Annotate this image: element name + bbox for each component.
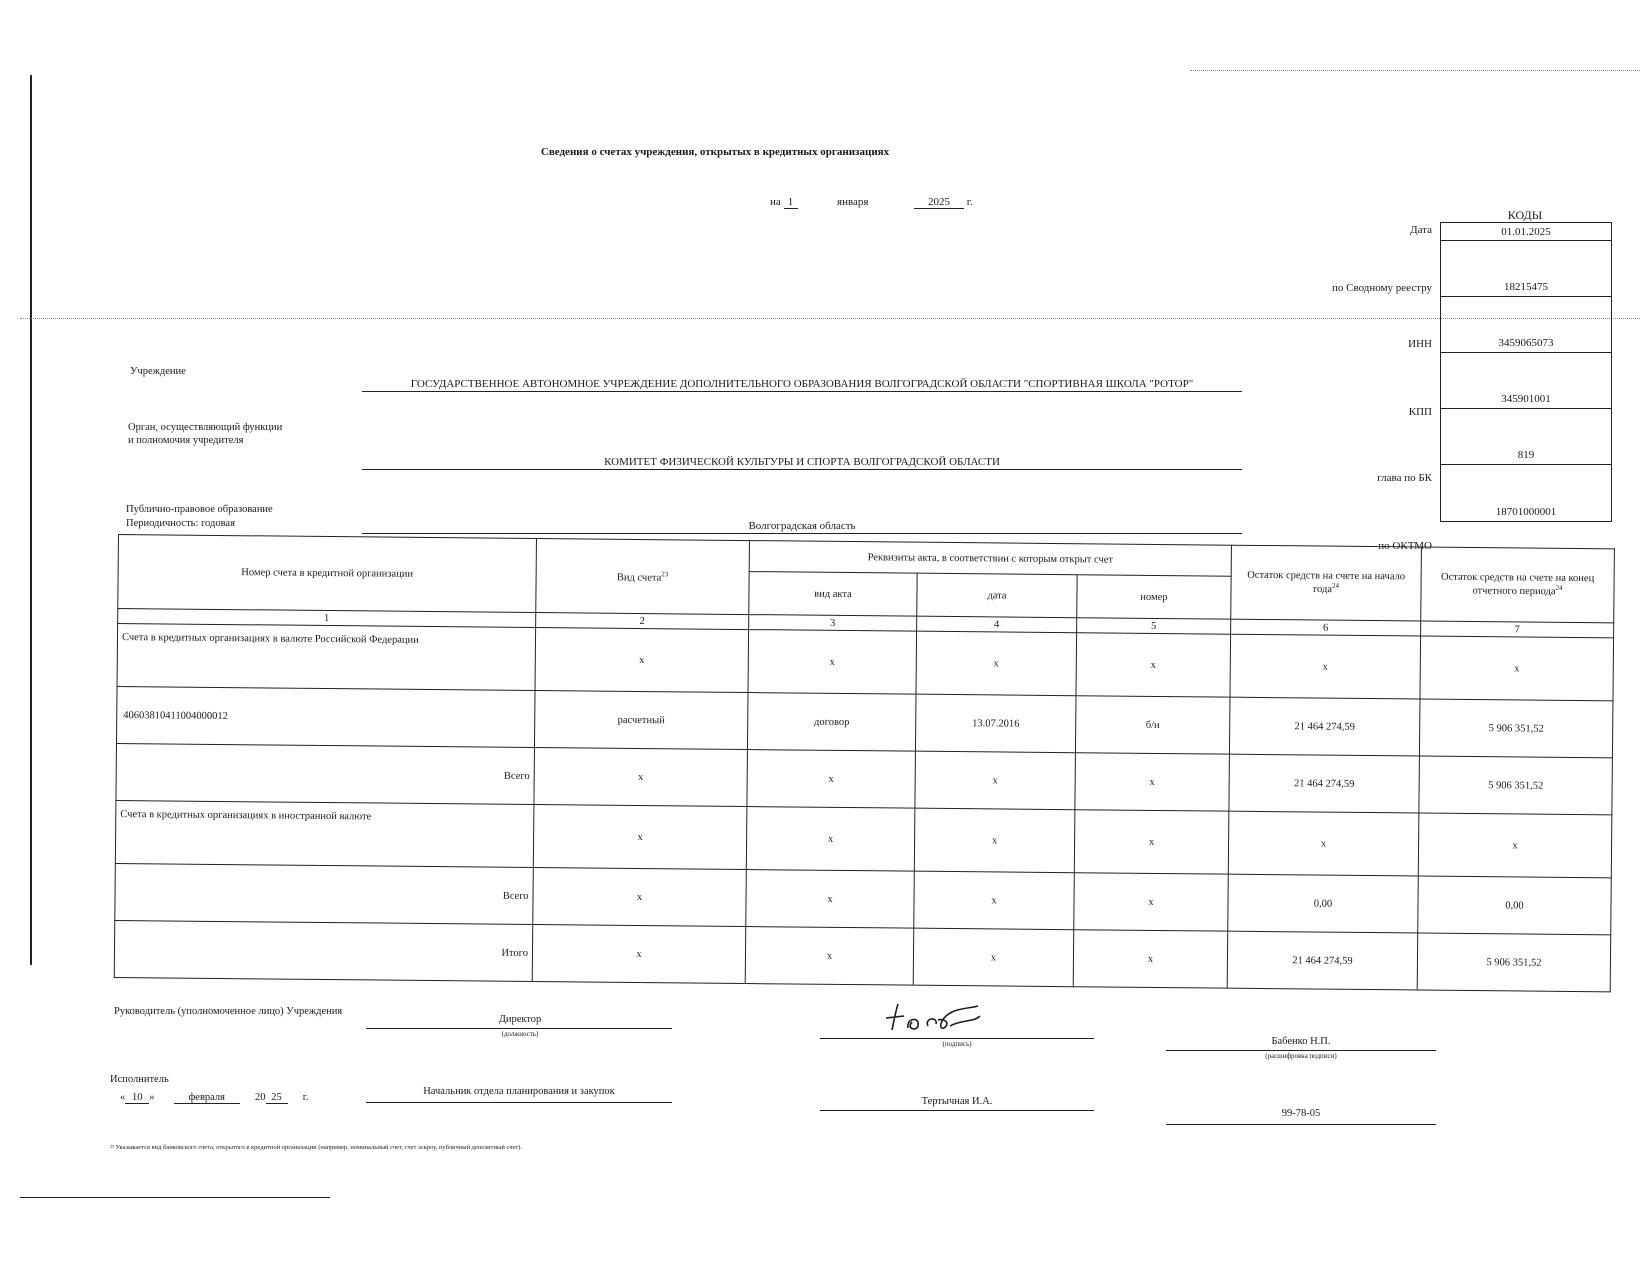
row-rub-total-c2: x	[534, 748, 748, 807]
row-fx-section-c7: x	[1418, 813, 1612, 878]
row-fx-total-balance-start: 0,00	[1228, 874, 1419, 933]
executor-phone-line	[1166, 1124, 1436, 1125]
code-bk-value: 819	[1441, 409, 1611, 465]
row-rub-section-c6: x	[1230, 634, 1421, 699]
founder-label-2: и полномочия учредителя	[128, 435, 244, 446]
row-rub-section-title: Счета в кредитных организациях в валюте Российской Федерации	[117, 624, 536, 691]
founder-name: КОМИТЕТ ФИЗИЧЕСКОЙ КУЛЬТУРЫ И СПОРТА ВОЛГОГРАДСКОЙ ОБЛАСТИ	[362, 456, 1242, 470]
column-number-5: 5	[1077, 618, 1231, 634]
executor-phone: 99-78-05	[1281, 1108, 1321, 1119]
header-balance-end	[1421, 547, 1615, 623]
report-date-month: января	[837, 196, 869, 208]
header-account-type	[536, 539, 750, 615]
code-inn-value: 3459065073	[1441, 297, 1611, 353]
head-signature-image	[880, 998, 1010, 1038]
code-date-label: Дата	[1410, 224, 1432, 236]
header-balance-end-note: 24	[1555, 584, 1563, 593]
founder-label-1: Орган, осуществляющий функции	[128, 422, 283, 433]
column-number-1: 1	[118, 609, 536, 628]
executor-name-line	[820, 1110, 1094, 1111]
header-account-type-label: Вид счета	[616, 572, 662, 584]
row-fx-total-c5: x	[1074, 873, 1229, 931]
head-position-caption: (должность)	[501, 1030, 539, 1038]
institution-name: ГОСУДАРСТВЕННОЕ АВТОНОМНОЕ УЧРЕЖДЕНИЕ ДОПОЛНИТЕЛЬНОГО ОБРАЗОВАНИЯ ВОЛГОГРАДСКОЙ ОБЛАСТИ "СПОРТИВНАЯ ШКОЛА "РОТОР"	[362, 378, 1242, 392]
row-account-act-type: договор	[747, 693, 916, 752]
header-balance-start-note: 24	[1332, 581, 1340, 590]
row-rub-section-c7: x	[1420, 636, 1614, 701]
executor-date-suffix: г.	[302, 1092, 309, 1103]
row-account-number: 40603810411004000012	[116, 686, 535, 747]
periodicity-label: Периодичность: годовая	[126, 518, 235, 529]
row-rub-total-c5: x	[1075, 753, 1230, 811]
institution-label: Учреждение	[130, 366, 186, 377]
row-fx-section-title: Счета в кредитных организациях в иностранной валюте	[115, 800, 534, 867]
column-number-4: 4	[917, 616, 1077, 633]
row-account-balance-end: 5 906 351,52	[1419, 699, 1613, 758]
code-inn-label: ИНН	[1408, 338, 1432, 350]
head-name-line	[1166, 1050, 1436, 1051]
report-date	[770, 196, 973, 209]
row-rub-section-c3: x	[748, 630, 917, 695]
row-account-act-number: б/н	[1075, 696, 1230, 754]
scan-fold-line	[20, 318, 1640, 319]
row-fx-section-c5: x	[1074, 810, 1229, 874]
header-account-number: Номер счета в кредитной организации	[118, 535, 537, 613]
row-rub-total-c3: x	[747, 750, 916, 809]
header-act-date: дата	[917, 573, 1077, 618]
report-date-year: 2025	[914, 196, 964, 209]
code-bk-label: глава по БК	[1377, 472, 1432, 484]
public-entity-label: Публично-правовое образование	[126, 504, 273, 515]
code-date-value: 01.01.2025	[1441, 223, 1611, 241]
report-date-day: 1	[784, 196, 798, 209]
report-date-prefix: на	[770, 196, 781, 208]
header-act-number: номер	[1077, 575, 1231, 619]
row-fx-total-c4: x	[914, 871, 1075, 930]
row-rub-total-label: Всего	[116, 743, 535, 804]
header-act-type: вид акта	[749, 572, 917, 617]
row-fx-section-c2: x	[533, 805, 747, 870]
head-signature-line	[820, 1038, 1094, 1039]
row-rub-total-balance-end: 5 906 351,52	[1419, 756, 1613, 815]
executor-position: Начальник отдела планирования и закупок	[423, 1086, 615, 1097]
header-act-details: Реквизиты акта, в соответствии с которым открыт счет	[749, 541, 1231, 577]
row-rub-total-c4: x	[915, 751, 1076, 810]
executor-date: « 10 » февраля 20 25 г.	[120, 1092, 309, 1103]
row-grand-total-balance-end: 5 906 351,52	[1417, 933, 1611, 992]
row-account-balance-start: 21 464 274,59	[1229, 697, 1420, 756]
row-grand-total-c5: x	[1073, 930, 1228, 988]
row-account-type: расчетный	[534, 691, 748, 750]
name-caption: (расшифровка подписи)	[1265, 1052, 1337, 1060]
scan-top-line	[1190, 70, 1640, 71]
executor-date-day: 10	[125, 1092, 149, 1104]
executor-name: Тертычная И.А.	[921, 1096, 993, 1107]
row-fx-section-c3: x	[746, 807, 915, 872]
row-rub-total-balance-start: 21 464 274,59	[1229, 754, 1420, 813]
row-grand-total-balance-start: 21 464 274,59	[1227, 931, 1418, 990]
head-position-line	[366, 1028, 672, 1029]
head-name: Бабенко Н.П.	[1271, 1036, 1331, 1047]
footnote: ²³ Указывается вид банковского счета, открытого в кредитной организации (например, номинальный счет, счет эскроу, публичный депозитный счет).	[110, 1144, 522, 1151]
column-number-3: 3	[749, 615, 917, 632]
column-number-2: 2	[536, 613, 749, 630]
row-fx-section-c6: x	[1228, 811, 1419, 876]
row-rub-section-c2: x	[535, 628, 749, 693]
scan-edge-line	[30, 75, 32, 965]
executor-date-month: февраля	[174, 1092, 240, 1104]
column-number-6: 6	[1231, 619, 1421, 636]
row-fx-section-c4: x	[914, 808, 1075, 873]
row-fx-total-label: Всего	[115, 863, 534, 924]
column-number-7: 7	[1421, 621, 1614, 638]
code-kpp-label: КПП	[1408, 406, 1432, 418]
row-rub-section-c5: x	[1076, 633, 1231, 697]
row-grand-total-c3: x	[745, 927, 914, 986]
signature-caption: (подпись)	[942, 1040, 972, 1048]
codes-header: КОДЫ	[1507, 208, 1543, 222]
report-date-suffix: г.	[966, 196, 973, 208]
code-registry-value: 18215475	[1441, 241, 1611, 297]
header-balance-end-label: Остаток средств на счете на конец отчетного периода	[1441, 571, 1595, 598]
public-entity-name: Волгоградская область	[362, 520, 1242, 534]
row-fx-total-c2: x	[533, 868, 747, 927]
codes-box	[1440, 222, 1612, 522]
row-grand-total-c2: x	[532, 924, 746, 983]
document-title: Сведения о счетах учреждения, открытых в кредитных организациях	[540, 146, 890, 158]
scan-bottom-line	[20, 1197, 330, 1198]
code-oktmo-label: по ОКТМО	[1378, 540, 1432, 552]
row-grand-total-c4: x	[913, 928, 1074, 987]
header-balance-start-label: Остаток средств на счете на начало года	[1247, 570, 1406, 596]
head-label: Руководитель (уполномоченное лицо) Учреждения	[114, 1006, 343, 1017]
header-account-type-note: 23	[661, 569, 669, 579]
code-oktmo-value: 18701000001	[1495, 506, 1557, 518]
row-grand-total-label: Итого	[114, 920, 533, 981]
row-fx-total-c3: x	[746, 870, 915, 929]
executor-label: Исполнитель	[110, 1074, 169, 1085]
code-kpp-value: 345901001	[1441, 353, 1611, 409]
row-fx-total-balance-end: 0,00	[1418, 876, 1612, 935]
row-account-act-date: 13.07.2016	[915, 694, 1076, 753]
executor-date-year-suffix: 25	[266, 1092, 288, 1104]
executor-position-line	[366, 1102, 672, 1103]
header-balance-start	[1231, 545, 1422, 621]
executor-date-year-prefix: 20	[255, 1092, 266, 1103]
code-registry-label: по Сводному реестру	[1332, 282, 1432, 294]
head-position: Директор	[498, 1014, 542, 1025]
accounts-table	[114, 534, 1615, 992]
row-rub-section-c4: x	[916, 631, 1077, 696]
